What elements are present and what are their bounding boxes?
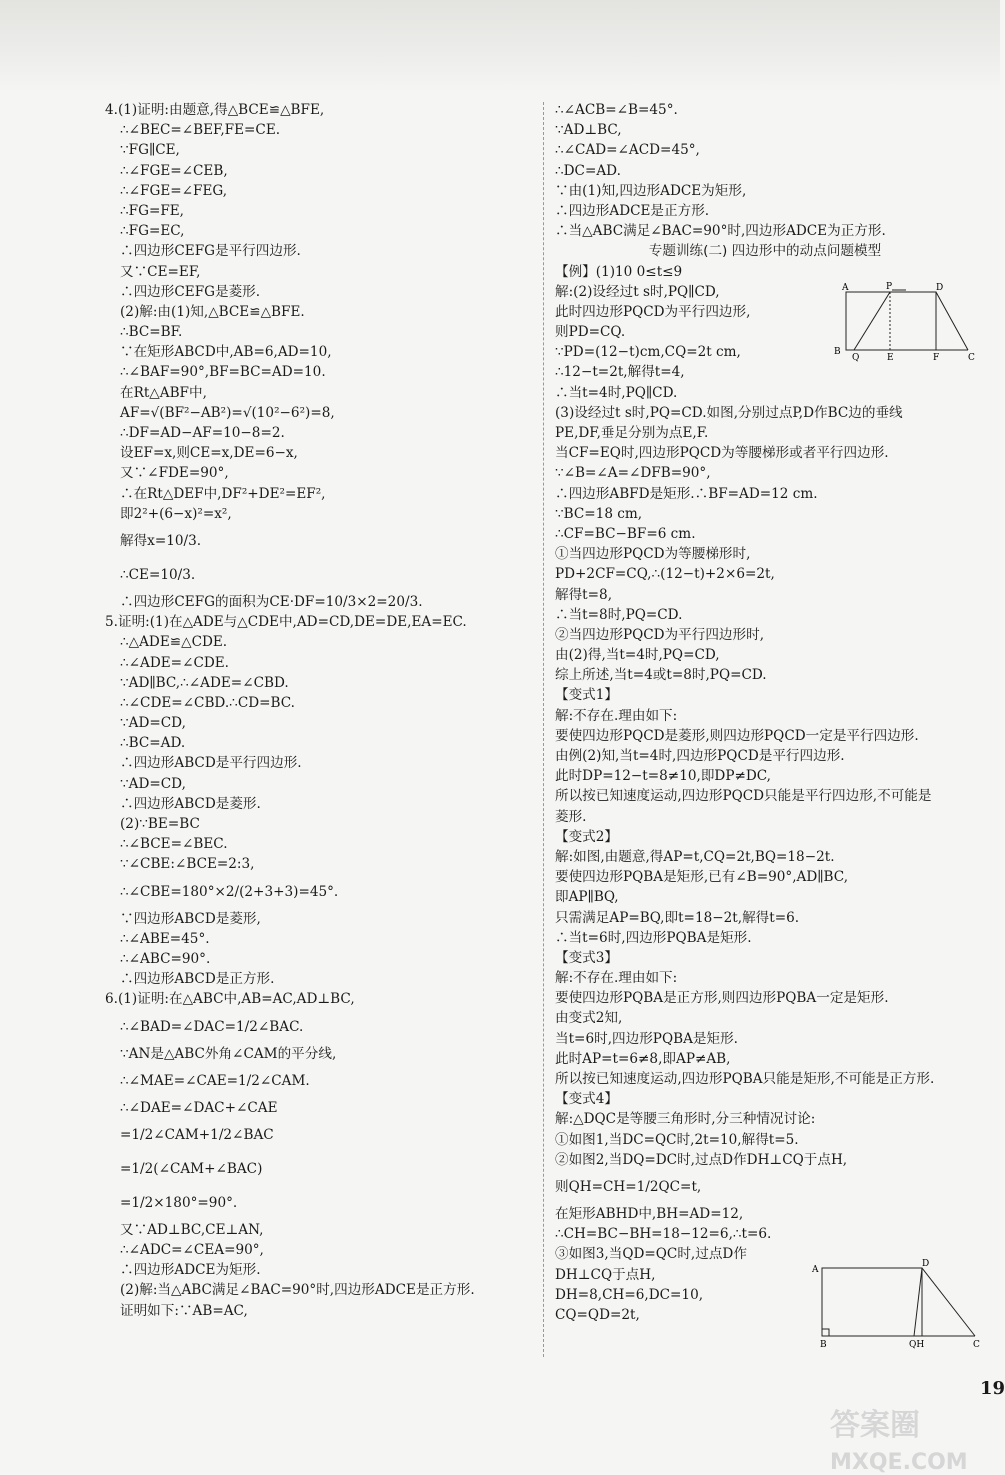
right-solution-line: 综上所述,当t=4或t=8时,PQ=CD. bbox=[555, 667, 767, 684]
left-solution-line: ∴在Rt△DEF中,DF²+DE²=EF², bbox=[120, 485, 326, 502]
right-solution-line: ∴当t=8时,PQ=CD. bbox=[555, 606, 683, 623]
right-solution-line: 由(2)得,当t=4时,PQ=CD, bbox=[555, 647, 720, 664]
left-solution-line: ∵AD=CD, bbox=[120, 715, 186, 732]
left-solution-line: AF=√(BF²−AB²)=√(10²−6²)=8, bbox=[120, 404, 335, 421]
fig1-label-e: E bbox=[887, 353, 894, 363]
trapezoid-figure bbox=[828, 282, 978, 362]
right-solution-line: ③如图3,当QD=QC时,过点D作 bbox=[555, 1246, 747, 1263]
right-solution-line: 只需满足AP=BQ,即t=18−2t,解得t=6. bbox=[555, 909, 800, 926]
right-solution-line: 解:不存在.理由如下: bbox=[555, 970, 678, 987]
left-solution-line: ∴∠DAE=∠DAC+∠CAE bbox=[120, 1099, 278, 1116]
right-solution-line: ∵BC=18 cm, bbox=[555, 505, 643, 522]
right-solution-line: 菱形. bbox=[555, 808, 587, 825]
left-solution-line: ∴BC=BF. bbox=[120, 324, 183, 341]
left-solution-line: ∴∠BAF=90°,BF=BC=AD=10. bbox=[120, 364, 326, 381]
watermark-logo bbox=[830, 1400, 968, 1475]
left-solution-line: =1/2(∠CAM+∠BAC) bbox=[120, 1160, 263, 1177]
right-solution-line: 由变式2知, bbox=[555, 1010, 623, 1027]
right-solution-line: ②如图2,当DQ=DC时,过点D作DH⊥CQ于点H, bbox=[555, 1151, 848, 1168]
right-solution-line: 解:△DQC是等腰三角形时,分三种情况讨论: bbox=[555, 1111, 816, 1128]
left-solution-line: 证明如下:∵AB=AC, bbox=[120, 1302, 248, 1319]
left-solution-line: ∴∠MAE=∠CAE=1/2∠CAM. bbox=[120, 1072, 310, 1089]
right-solution-line: PD+2CF=CQ,∴(12−t)+2×6=2t, bbox=[555, 566, 775, 583]
right-solution-line: 【变式3】 bbox=[555, 949, 619, 966]
fig2-side-dc bbox=[922, 1268, 975, 1336]
left-solution-line: (2)解:由(1)知,△BCE≌△BFE. bbox=[120, 303, 305, 320]
fig1-label-b: B bbox=[834, 347, 841, 357]
left-solution-line: ∵在矩形ABCD中,AB=6,AD=10, bbox=[120, 344, 332, 361]
left-solution-line: ∵AD=CD, bbox=[120, 775, 186, 792]
left-solution-line: 4.(1)证明:由题意,得△BCE≌△BFE, bbox=[105, 102, 325, 118]
left-solution-line: 6.(1)证明:在△ABC中,AB=AC,AD⊥BC, bbox=[105, 991, 355, 1008]
right-solution-line: ∴当t=6时,四边形PQBA是矩形. bbox=[555, 929, 752, 946]
fig1-side-dc bbox=[936, 292, 968, 350]
right-solution-line: ∴CH=BC−BH=18−12=6,∴t=6. bbox=[555, 1226, 772, 1243]
fig1-label-f: F bbox=[933, 353, 940, 363]
left-solution-line: (2)解:当△ABC满足∠BAC=90°时,四边形ADCE是正方形. bbox=[120, 1282, 475, 1299]
left-solution-line: ∴BC=AD. bbox=[120, 735, 186, 752]
right-solution-line: 即AP∥BQ, bbox=[555, 889, 619, 906]
right-solution-line: 专题训练(二) 四边形中的动点问题模型 bbox=[648, 243, 882, 260]
right-solution-line: DH=8,CH=6,DC=10, bbox=[555, 1286, 704, 1303]
fig1-segment-pq bbox=[854, 292, 890, 350]
left-solution-line: ∴FG=EC, bbox=[120, 223, 185, 240]
fig1-label-a: A bbox=[842, 283, 849, 293]
right-solution-line: 【变式2】 bbox=[555, 828, 619, 845]
left-solution-line: ∴∠CDE=∠CBD.∴CD=BC. bbox=[120, 694, 295, 711]
right-solution-line: 则PD=CQ. bbox=[555, 324, 626, 341]
left-solution-line: =1/2×180°=90°. bbox=[120, 1194, 238, 1211]
left-solution-line: ∴∠ADC=∠CEA=90°, bbox=[120, 1242, 264, 1259]
page-number: 19 bbox=[980, 1378, 1005, 1399]
right-solution-line: ∴当△ABC满足∠BAC=90°时,四边形ADCE为正方形. bbox=[555, 223, 886, 240]
left-solution-line: ∴∠FGE=∠CEB, bbox=[120, 162, 228, 179]
fig1-label-c: C bbox=[968, 353, 975, 363]
left-solution-line: ∴∠ADE=∠CDE. bbox=[120, 654, 230, 671]
right-solution-line: 解:(2)设经过t s时,PQ∥CD, bbox=[555, 283, 720, 300]
right-solution-line: 此时AP=t=6≠8,即AP≠AB, bbox=[555, 1050, 731, 1067]
right-solution-line: 【变式4】 bbox=[555, 1091, 619, 1108]
left-solution-line: ∴四边形CEFG的面积为CE·DF=10/3×2=20/3. bbox=[120, 593, 423, 610]
right-solution-line: ∴12−t=2t,解得t=4, bbox=[555, 364, 685, 381]
right-solution-line: ∴CF=BC−BF=6 cm. bbox=[555, 525, 696, 542]
right-solution-line: 【例】(1)10 0≤t≤9 bbox=[555, 263, 683, 280]
right-solution-line: 由例(2)知,当t=4时,四边形PQCD是平行四边形. bbox=[555, 748, 845, 764]
left-solution-line: ∵AN是△ABC外角∠CAM的平分线, bbox=[120, 1045, 337, 1062]
left-solution-line: ∴∠ABC=90°. bbox=[120, 950, 211, 967]
left-solution-line: ∴四边形CEFG是菱形. bbox=[120, 283, 261, 300]
left-solution-line: 又∵CE=EF, bbox=[120, 263, 201, 280]
right-solution-line: 此时四边形PQCD为平行四边形, bbox=[555, 303, 751, 320]
right-solution-line: ∵∠B=∠A=∠DFB=90°, bbox=[555, 465, 711, 482]
left-solution-line: ∵AD∥BC,∴∠ADE=∠CBD. bbox=[120, 674, 289, 691]
fig2-label-b: B bbox=[820, 1340, 827, 1350]
right-solution-line: 所以按已知速度运动,四边形PQCD只能是平行四边形,不可能是 bbox=[555, 788, 932, 805]
left-solution-line: 设EF=x,则CE=x,DE=6−x, bbox=[120, 445, 298, 462]
left-solution-line: 解得x=10/3. bbox=[120, 532, 202, 549]
left-solution-line: 又∵AD⊥BC,CE⊥AN, bbox=[120, 1221, 264, 1238]
right-solution-line: 要使四边形PQBA是正方形,则四边形PQBA一定是矩形. bbox=[555, 990, 889, 1007]
right-solution-line: ∵AD⊥BC, bbox=[555, 122, 622, 139]
right-solution-line: 解得t=8, bbox=[555, 586, 613, 603]
right-solution-line: ①当四边形PQCD为等腰梯形时, bbox=[555, 546, 751, 563]
right-solution-line: ∴∠ACB=∠B=45°. bbox=[555, 102, 678, 118]
fig2-right-angle-b bbox=[822, 1329, 829, 1336]
left-solution-line: ∴CE=10/3. bbox=[120, 566, 196, 583]
left-solution-line: ∵四边形ABCD是菱形, bbox=[120, 910, 261, 927]
right-solution-line: 解:不存在.理由如下: bbox=[555, 707, 678, 724]
left-solution-line: 又∵∠FDE=90°, bbox=[120, 465, 229, 482]
fig2-label-c: C bbox=[973, 1340, 980, 1350]
left-solution-line: ∴四边形ADCE为矩形. bbox=[120, 1262, 261, 1279]
left-solution-line: ∴FG=FE, bbox=[120, 202, 185, 219]
left-solution-line: ∴四边形CEFG是平行四边形. bbox=[120, 243, 301, 260]
left-solution-line: ∴∠BCE=∠BEC. bbox=[120, 836, 228, 853]
right-solution-line: ∴DC=AD. bbox=[555, 162, 621, 179]
fig1-label-d: D bbox=[936, 283, 944, 293]
column-divider bbox=[543, 102, 544, 1357]
left-solution-line: ∴∠FGE=∠FEG, bbox=[120, 182, 228, 199]
fig2-segment-dq bbox=[914, 1268, 922, 1336]
left-solution-line: ∴∠BAD=∠DAC=1/2∠BAC. bbox=[120, 1018, 304, 1035]
watermark-text: 答案圈 bbox=[830, 1408, 920, 1443]
right-solution-line: PE,DF,垂足分别为点E,F. bbox=[555, 425, 709, 441]
fig1-label-p: P bbox=[886, 282, 893, 292]
left-solution-line: 即2²+(6−x)²=x², bbox=[120, 505, 232, 522]
right-solution-line: ∴四边形ABFD是矩形.∴BF=AD=12 cm. bbox=[555, 485, 818, 502]
left-solution-line: ∴△ADE≌△CDE. bbox=[120, 634, 228, 651]
left-solution-line: ∴四边形ABCD是菱形. bbox=[120, 795, 261, 812]
right-solution-line: ∵PD=(12−t)cm,CQ=2t cm, bbox=[555, 344, 741, 361]
fig2-label-d: D bbox=[922, 1259, 930, 1269]
isosceles-triangle-figure bbox=[810, 1260, 990, 1350]
right-solution-line: 此时DP=12−t=8≠10,即DP≠DC, bbox=[555, 768, 771, 785]
left-solution-line: ∴四边形ABCD是平行四边形. bbox=[120, 755, 302, 772]
left-solution-line: ∴∠CBE=180°×2/(2+3+3)=45°. bbox=[120, 883, 339, 900]
right-solution-line: 要使四边形PQBA是矩形,已有∠B=90°,AD∥BC, bbox=[555, 869, 849, 886]
left-solution-line: ∴四边形ABCD是正方形. bbox=[120, 971, 275, 988]
right-solution-line: 当CF=EQ时,四边形PQCD为等腰梯形或者平行四边形. bbox=[555, 445, 889, 462]
scan-header-band bbox=[0, 0, 1000, 92]
left-solution-line: ∴∠ABE=45°. bbox=[120, 930, 210, 947]
right-solution-line: 解:如图,由题意,得AP=t,CQ=2t,BQ=18−2t. bbox=[555, 848, 835, 865]
right-solution-line: 则QH=CH=1/2QC=t, bbox=[555, 1178, 702, 1195]
left-solution-line: 5.证明:(1)在△ADE与△CDE中,AD=CD,DE=DE,EA=EC. bbox=[105, 614, 467, 631]
left-solution-line: 在Rt△ABF中, bbox=[120, 384, 207, 401]
fig2-label-qh: QH bbox=[909, 1340, 925, 1350]
right-solution-line: 在矩形ABHD中,BH=AD=12, bbox=[555, 1205, 744, 1222]
right-solution-line: 所以按已知速度运动,四边形PQBA只能是矩形,不可能是正方形. bbox=[555, 1071, 935, 1087]
left-solution-line: ∴∠BEC=∠BEF,FE=CE. bbox=[120, 122, 281, 139]
watermark-url: MXQE.COM bbox=[830, 1450, 968, 1475]
fig2-rect bbox=[822, 1268, 922, 1336]
left-solution-line: =1/2∠CAM+1/2∠BAC bbox=[120, 1126, 274, 1143]
right-solution-line: 要使四边形PQCD是菱形,则四边形PQCD一定是平行四边形. bbox=[555, 727, 919, 744]
right-solution-line: 【变式1】 bbox=[555, 687, 619, 704]
left-column bbox=[105, 100, 535, 1321]
left-solution-line: ∵∠CBE:∠BCE=2:3, bbox=[120, 856, 255, 873]
right-solution-line: ①如图1,当DC=QC时,2t=10,解得t=5. bbox=[555, 1131, 799, 1148]
fig1-label-q: Q bbox=[852, 353, 860, 363]
right-solution-line: CQ=QD=2t, bbox=[555, 1306, 640, 1323]
left-solution-line: (2)∵BE=BC bbox=[120, 816, 200, 832]
left-solution-line: ∵FG∥CE, bbox=[120, 142, 180, 159]
fig2-label-a: A bbox=[812, 1265, 819, 1275]
left-solution-line: ∴DF=AD−AF=10−8=2. bbox=[120, 425, 285, 441]
right-solution-line: ②当四边形PQCD为平行四边形时, bbox=[555, 626, 765, 643]
right-solution-line: 当t=6时,四边形PQBA是矩形. bbox=[555, 1030, 738, 1047]
right-solution-line: ∵由(1)知,四边形ADCE为矩形, bbox=[555, 182, 747, 199]
right-solution-line: ∴当t=4时,PQ∥CD. bbox=[555, 384, 678, 401]
right-solution-line: ∴四边形ADCE是正方形. bbox=[555, 202, 710, 219]
right-solution-line: (3)设经过t s时,PQ=CD.如图,分别过点P,D作BC边的垂线 bbox=[555, 404, 903, 421]
right-solution-line: ∴∠CAD=∠ACD=45°, bbox=[555, 142, 700, 159]
right-solution-line: DH⊥CQ于点H, bbox=[555, 1266, 656, 1283]
